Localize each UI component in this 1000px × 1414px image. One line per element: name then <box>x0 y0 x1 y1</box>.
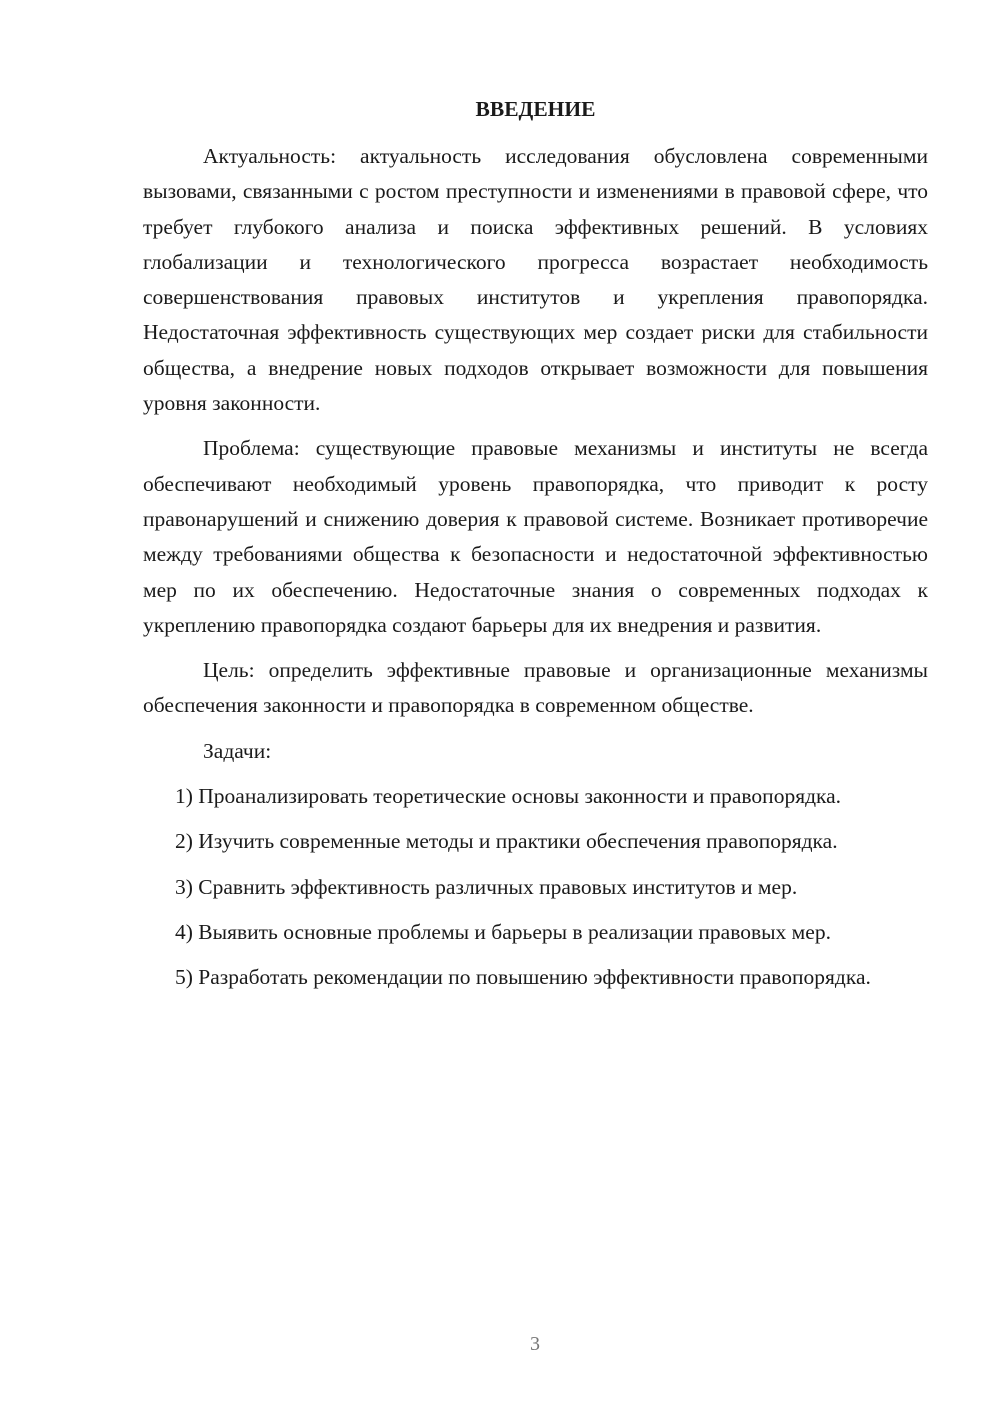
tasks-label: Задачи: <box>203 738 272 763</box>
task-item-1: 1) Проанализировать теоретические основы законности и правопорядка. <box>175 784 842 809</box>
problem-paragraph: Проблема: существующие правовые механизмы и институты не всегда обеспечивают необходимый уровень правопорядка, что приводит к росту правонарушений и снижению доверия к правовой системе. Возникает противоречие между требованиями общества к безопасности и недостаточной эффективностью мер по их обеспечению. Недостаточные знания о современных подходах к укреплению правопорядка создают барьеры для их внедрения и развития. <box>143 436 928 637</box>
document-page <box>143 92 928 1006</box>
task-item-2: 2) Изучить современные методы и практики обеспечения правопорядка. <box>175 829 838 854</box>
tasks-list <box>143 779 928 995</box>
section-heading: ВВЕДЕНИЕ <box>475 97 596 121</box>
task-item-3: 3) Сравнить эффективность различных правовых институтов и мер. <box>175 874 798 899</box>
page-number: 3 <box>530 1333 540 1355</box>
task-item-4: 4) Выявить основные проблемы и барьеры в реализации правовых мер. <box>175 919 831 944</box>
goal-paragraph: Цель: определить эффективные правовые и организационные механизмы обеспечения законности и правопорядка в современном обществе. <box>143 658 928 718</box>
relevance-paragraph: Актуальность: актуальность исследования обусловлена современными вызовами, связанными с ростом преступности и изменениями в правовой сфере, что требует глубокого анализа и поиска эффективных решений. В условиях глобализации и технологического прогресса возрастает необходимость совершенствования правовых институтов и укрепления правопорядка. Недостаточная эффективность существующих мер создает риски для стабильности общества, а внедрение новых подходов открывает возможности для повышения уровня законности. <box>143 144 928 416</box>
task-item-5: 5) Разработать рекомендации по повышению эффективности правопорядка. <box>175 965 871 990</box>
